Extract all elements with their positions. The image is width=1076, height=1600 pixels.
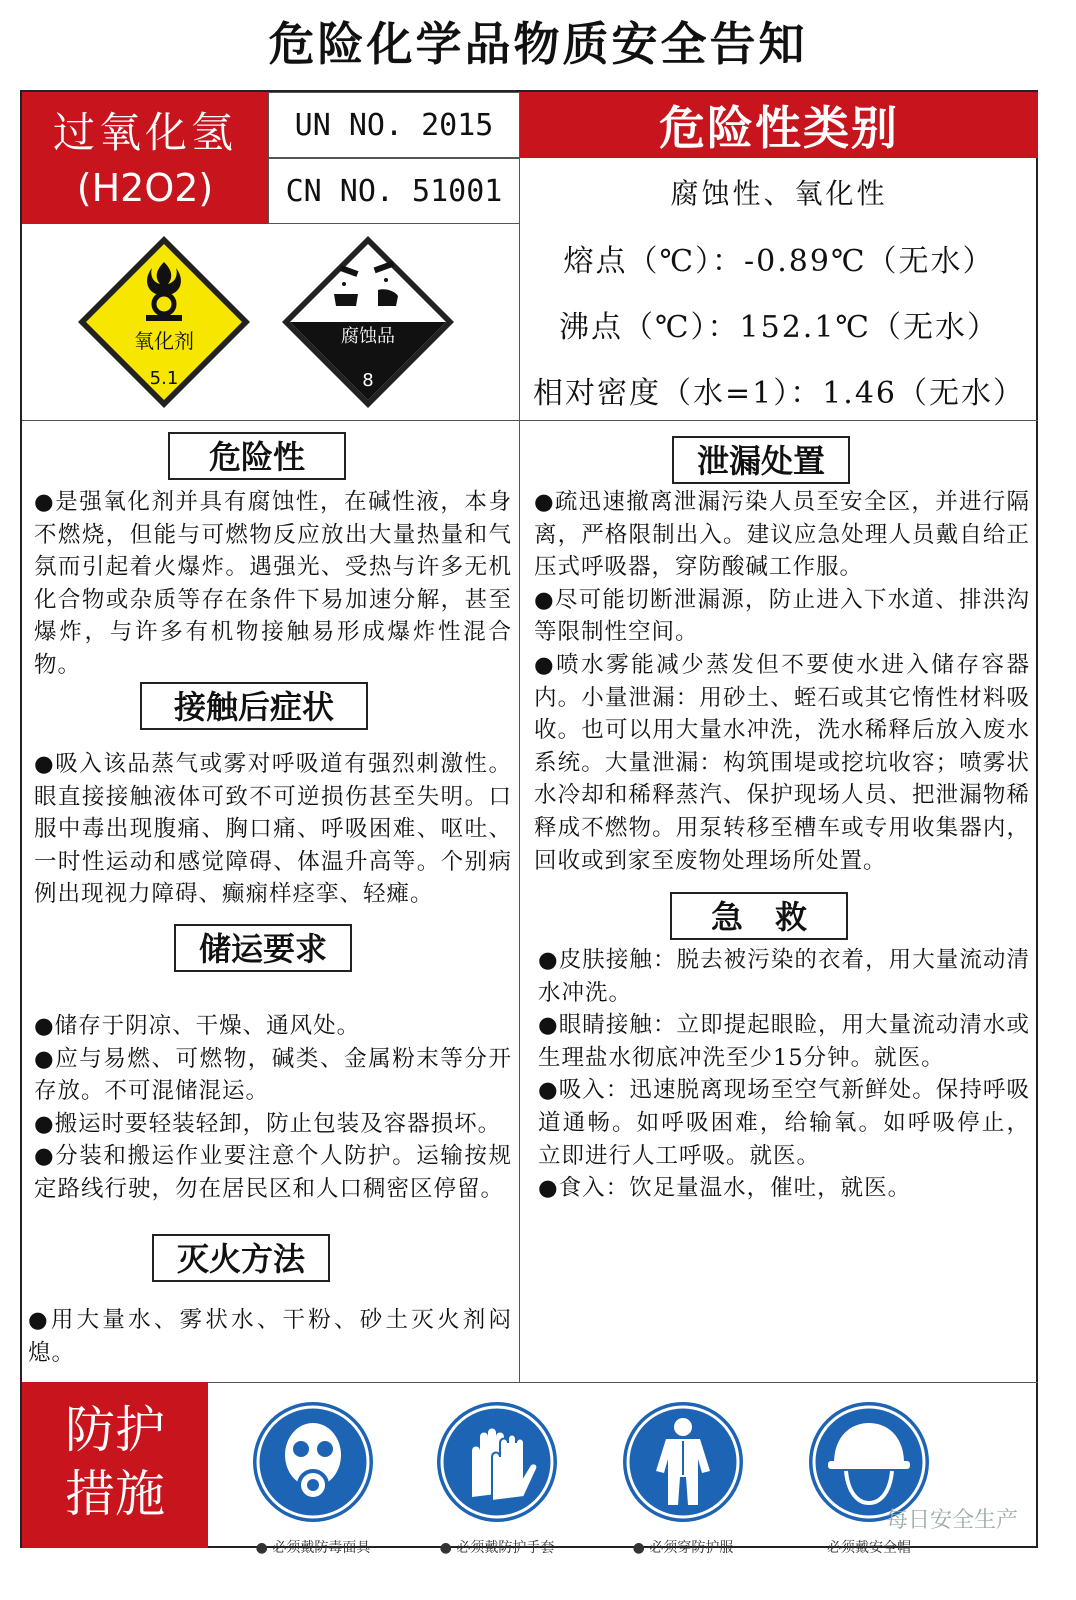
hazard-types: 腐蚀性、氧化性 — [670, 177, 888, 210]
fire-section-title: 灭火方法 — [152, 1234, 330, 1282]
list-item: ●搬运时要轻装轻卸，防止包装及容器损坏。 — [34, 1110, 502, 1137]
fire-text: ●用大量水、雾状水、干粉、砂土灭火剂闷熄。 — [28, 1307, 512, 1366]
corrosive-label: 腐蚀品 — [341, 326, 395, 347]
ppe-gas-mask — [248, 1397, 378, 1557]
list-item: ●皮肤接触：脱去被污染的衣着，用大量流动清水冲洗。 — [538, 947, 1030, 1006]
page-title: 危险化学品物质安全告知 — [268, 17, 808, 71]
hazard-category-header: 危险性类别 — [520, 92, 1038, 158]
ppe-gloves — [432, 1397, 562, 1557]
list-item: ●吸入：迅速脱离现场至空气新鲜处。保持呼吸道通畅。如呼吸困难，给输氧。如呼吸停止，立即进行人工呼吸。就医。 — [538, 1077, 1030, 1169]
list-item: ●疏迅速撤离泄漏污染人员至安全区，并进行隔离，严格限制出入。建议应急处理人员戴自给正压式呼吸器，穿防酸碱工作服。 — [534, 489, 1030, 581]
list-item: ●喷水雾能减少蒸发但不要使水进入储存容器内。小量泄漏：用砂土、蛭石或其它惰性材料吸收。也可以用大量水冲洗，洗水稀释后放入废水系统。大量泄漏：构筑围堤或挖坑收容；喷雾状水冷却和稀释蒸汽、保护现场人员、把泄漏物稀释成不燃物。用泵转移至槽车或专用收集器内，回收或到家至废物处理场所处置。 — [534, 651, 1030, 874]
column-divider — [519, 158, 520, 1382]
leak-text — [534, 486, 1030, 877]
protection-title-line2: 措施 — [65, 1465, 165, 1523]
ppe-caption: ● 必须穿防护服 — [632, 1540, 734, 1556]
protection-block — [22, 1382, 208, 1548]
list-item: ●分装和搬运作业要注意个人防护。运输按规定路线行驶，勿在居民区和人口稠密区停留。 — [34, 1143, 512, 1202]
storage-text — [34, 1010, 512, 1206]
chemical-name-block — [22, 92, 268, 224]
boiling-point: 沸点（℃）：152.1℃（无水） — [558, 310, 999, 345]
chemical-formula: (H2O2) — [76, 166, 214, 210]
safety-card — [20, 90, 1038, 1556]
corrosive-class: 8 — [362, 370, 374, 391]
un-number: UN NO. 2015 — [268, 92, 520, 158]
protection-title-line1: 防护 — [65, 1401, 165, 1459]
hazard-pictograms — [22, 224, 520, 420]
watermark: 每日安全生产 — [885, 1508, 1018, 1533]
list-item: ●眼睛接触：立即提起眼睑，用大量流动清水或生理盐水彻底冲洗至少15分钟。就医。 — [538, 1012, 1030, 1071]
first-aid-text — [538, 944, 1030, 1205]
oxidizer-label: 氧化剂 — [134, 329, 194, 353]
ppe-caption: ● 必须戴防毒面具 — [255, 1540, 371, 1556]
list-item: ●储存于阴凉、干燥、通风处。 — [34, 1013, 361, 1039]
danger-section-title: 危险性 — [168, 432, 346, 480]
storage-section-title: 储运要求 — [174, 924, 352, 972]
ppe-caption: ● 必须戴防护手套 — [439, 1540, 555, 1556]
ppe-suit — [618, 1397, 748, 1557]
oxidizer-class: 5.1 — [149, 368, 179, 389]
relative-density: 相对密度（水=1）：1.46（无水） — [532, 376, 1026, 411]
leak-section-title: 泄漏处置 — [672, 436, 850, 484]
ppe-caption: 必须戴安全帽 — [827, 1540, 911, 1556]
melting-point: 熔点（℃）：-0.89℃（无水） — [563, 244, 995, 279]
first-aid-section-title: 急 救 — [670, 892, 848, 940]
gas-mask-icon — [248, 1397, 378, 1527]
protective-suit-icon — [618, 1397, 748, 1527]
symptoms-section-title: 接触后症状 — [140, 682, 368, 730]
list-item: ●食入：饮足量温水，催吐，就医。 — [538, 1175, 912, 1202]
divider — [22, 420, 1038, 421]
gloves-icon — [432, 1397, 562, 1527]
list-item: ●尽可能切断泄漏源，防止进入下水道、排洪沟等限制性空间。 — [534, 586, 1030, 646]
danger-text: ●是强氧化剂并具有腐蚀性，在碱性液，本身不燃烧，但能与可燃物反应放出大量热量和气氛而引起着火爆炸。遇强光、受热与许多无机化合物或杂质等存在条件下易加速分解，甚至爆炸，与许多有机物接触易形成爆炸性混合物。 — [34, 489, 512, 678]
cn-number: CN NO. 51001 — [268, 158, 520, 224]
chemical-name: 过氧化氢 — [52, 108, 237, 157]
symptoms-text: ●吸入该品蒸气或雾对呼吸道有强烈刺激性。眼直接接触液体可致不可逆损伤甚至失明。口服中毒出现腹痛、胸口痛、呼吸困难、呕吐、一时性运动和感觉障碍、体温升高等。个别病例出现视力障碍、癫痫样痉挛、轻瘫。 — [34, 751, 512, 908]
list-item: ●应与易燃、可燃物，碱类、金属粉末等分开存放。不可混储混运。 — [34, 1045, 512, 1105]
